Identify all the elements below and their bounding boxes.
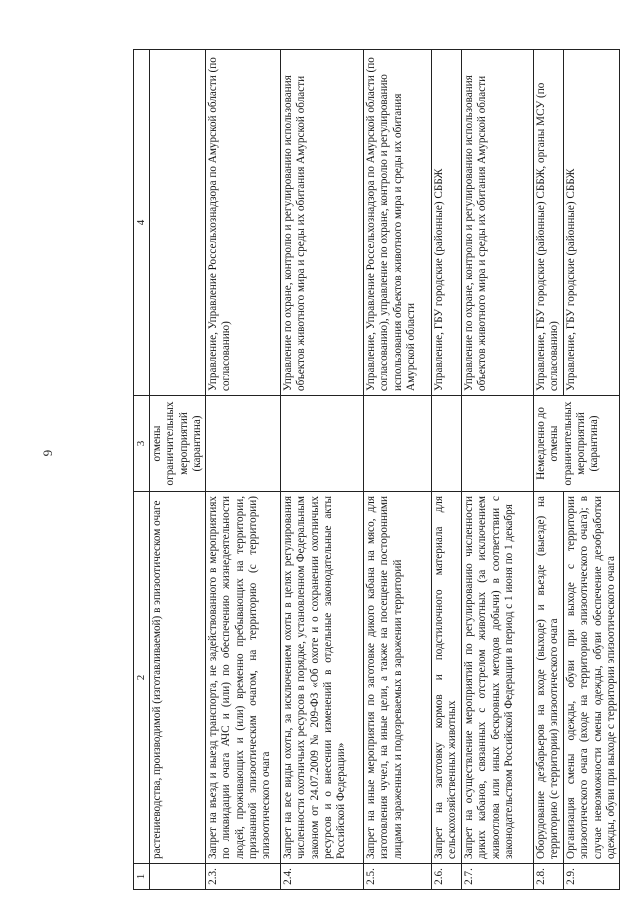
row-responsible: Управление по охране, контролю и регулированию использования объектов животного мира и среды их обитания Амурской области — [281, 50, 364, 396]
row-number: 2.8. — [534, 864, 564, 890]
row-responsible: Управление по охране, контролю и регулированию использования объектов животного мира и среды их обитания Амурской области — [462, 50, 534, 396]
measures-table — [133, 49, 620, 890]
table-row — [281, 50, 364, 890]
row-responsible: Управление, ГБУ городские (районные) СББЖ — [432, 50, 462, 396]
row-responsible: Управление, Управление Россельхознадзора по Амурской области (по согласованию), управление по охране, контролю и регулированию использования объектов животного мира и среды их обитания Амурской области — [364, 50, 432, 396]
table-row — [364, 50, 432, 890]
table-row — [462, 50, 534, 890]
row-deadline — [206, 396, 281, 492]
row-responsible: Управление, ГБУ городские (районные) СББЖ — [564, 50, 620, 396]
table-row — [432, 50, 462, 890]
header-col-1: 1 — [134, 864, 150, 890]
header-col-4: 4 — [134, 50, 150, 396]
header-col-3: 3 — [134, 396, 150, 492]
row-deadline — [364, 396, 432, 492]
row-measure: Запрет на въезд и выезд транспорта, не задействованного в мероприятиях по ликвидации очага АЧС и (или) по обеспечению жизнедеятельности людей, проживающих и (или) временно пребывающих на территории, признанной эпизоотическим очагом, на территорию (с территории) эпизоотического очага — [206, 492, 281, 864]
header-col-2: 2 — [134, 492, 150, 864]
row-deadline — [432, 396, 462, 492]
row-measure: Запрет на заготовку кормов и подстилочного материала для сельскохозяйственных животных — [432, 492, 462, 864]
row-measure: Организация смены одежды, обуви при выходе с территории эпизоотического очага (входе на территорию эпизоотического очага); в случае невозможности смены одежды, обуви обеспечение дезобработки одежды, обуви при выходе с территории эпизоотического очага — [564, 492, 620, 864]
row-number: 2.5. — [364, 864, 432, 890]
row-number: 2.9. — [564, 864, 620, 890]
row-number: 2.4. — [281, 864, 364, 890]
row-deadline: Немедленно до отмены ограничительных мероприятий (карантина) — [534, 396, 620, 492]
row-deadline: отмены ограничительных мероприятий (карантина) — [150, 396, 206, 492]
row-deadline — [281, 396, 364, 492]
table-row — [206, 50, 281, 890]
row-responsible: Управление, ГБУ городские (районные) СББЖ, органы МСУ (по согласованию) — [534, 50, 564, 396]
row-deadline — [462, 396, 534, 492]
rotated-page-content — [133, 50, 618, 890]
row-number — [150, 864, 206, 890]
table-row — [150, 50, 206, 890]
row-responsible — [150, 50, 206, 396]
table-row — [534, 50, 564, 890]
table-header-row — [134, 50, 150, 890]
row-measure: растениеводства, производимой (изготавливаемой) в эпизоотическом очаге — [150, 492, 206, 864]
row-responsible: Управление, Управление Россельхознадзора по Амурской области (по согласованию) — [206, 50, 281, 396]
row-measure: Оборудование дезбарьеров на входе (выходе) и въезде (выезде) на территорию (с территории) эпизоотического очага — [534, 492, 564, 864]
row-number: 2.7. — [462, 864, 534, 890]
row-number: 2.6. — [432, 864, 462, 890]
page-number: 6 — [40, 449, 56, 457]
row-measure: Запрет на осуществление мероприятий по регулированию численности диких кабанов, связанных с отстрелом животных (за исключением живоотлова или иных бескровных методов добычи) в соответствии с законодательством Российской Федерации в период с 1 июня по 1 декабря — [462, 492, 534, 864]
row-number: 2.3. — [206, 864, 281, 890]
row-measure: Запрет на иные мероприятия по заготовке дикого кабана на мясо, для изготовления чучел, на иные цели, а также на посещение посторонними лицами зараженных и подозреваемых в заражении территорий — [364, 492, 432, 864]
row-measure: Запрет на все виды охоты, за исключением охоты в целях регулирования численности охотничьих ресурсов в порядке, установленном Федеральным законом от 24.07.2009 № 209-ФЗ «Об охоте и о сохранении охотничьих ресурсов и о внесении изменений в отдельные законодательные акты Российской Федерации» — [281, 492, 364, 864]
